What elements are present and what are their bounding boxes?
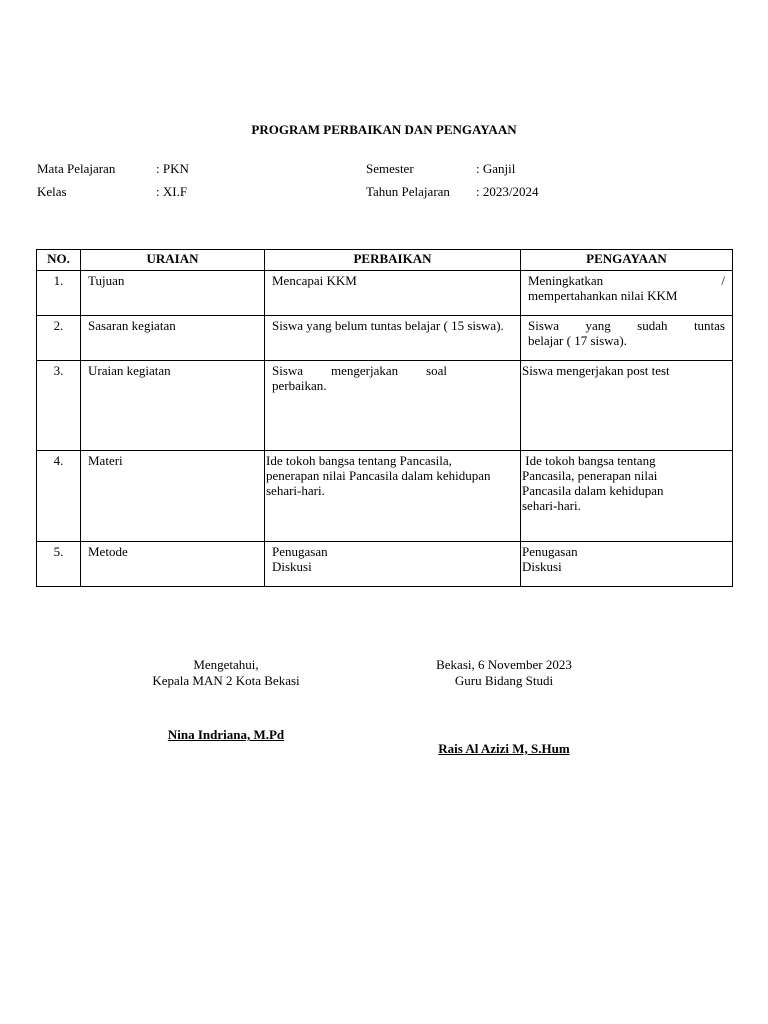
- pengayaan-text-c: mempertahankan nilai KKM: [528, 288, 678, 303]
- pengayaan-text-b: Diskusi: [522, 559, 562, 574]
- signature-right-name: Rais Al Azizi M, S.Hum: [438, 741, 570, 756]
- row-pengayaan: [521, 271, 733, 316]
- perbaikan-text-b: Diskusi: [272, 559, 312, 574]
- pengayaan-text-b: /: [721, 273, 725, 288]
- mapel-value: : PKN: [156, 161, 189, 176]
- table-row: [37, 271, 733, 316]
- signature-left: [120, 657, 332, 689]
- kelas-label: Kelas: [37, 184, 67, 199]
- row-no: 3.: [37, 361, 81, 451]
- header-uraian: URAIAN: [81, 250, 265, 271]
- row-no: 1.: [37, 271, 81, 316]
- row-uraian: Sasaran kegiatan: [81, 316, 265, 361]
- row-pengayaan: Siswa mengerjakan post test: [521, 361, 733, 451]
- row-uraian: Metode: [81, 542, 265, 587]
- perbaikan-text-b: perbaikan.: [272, 378, 327, 393]
- perbaikan-text: Ide tokoh bangsa tentang Pancasila, penerapan nilai Pancasila dalam kehidupan sehari-hari.: [266, 453, 491, 498]
- kelas-value: : XI.F: [156, 184, 188, 199]
- row-uraian: Tujuan: [81, 271, 265, 316]
- row-perbaikan: Siswa yang belum tuntas belajar ( 15 siswa).: [265, 316, 521, 361]
- semester-label: Semester: [366, 161, 414, 176]
- table-row: [37, 316, 733, 361]
- row-no: 4.: [37, 451, 81, 542]
- tahun-value: : 2023/2024: [476, 184, 539, 199]
- row-pengayaan: [521, 316, 733, 361]
- mapel-label: Mata Pelajaran: [37, 161, 116, 176]
- row-pengayaan: [521, 542, 733, 587]
- pengayaan-text-a: Meningkatkan: [528, 273, 604, 288]
- pengayaan-text-b: belajar ( 17 siswa).: [528, 333, 627, 348]
- pengayaan-text: Ide tokoh bangsa tentang Pancasila, penerapan nilai Pancasila dalam kehidupan sehari-hari.: [522, 453, 667, 513]
- semester-value: : Ganjil: [476, 161, 516, 176]
- row-perbaikan: [265, 542, 521, 587]
- document-title: PROGRAM PERBAIKAN DAN PENGAYAAN: [251, 122, 517, 137]
- table-row: [37, 451, 733, 542]
- signature-right: [398, 657, 610, 689]
- table-row: [37, 361, 733, 451]
- table-header-row: [37, 250, 733, 271]
- tahun-label: Tahun Pelajaran: [366, 184, 450, 199]
- signature-left-line2: Kepala MAN 2 Kota Bekasi: [152, 673, 300, 688]
- header-pengayaan: PENGAYAAN: [521, 250, 733, 271]
- signature-right-line1: Bekasi, 6 November 2023: [436, 657, 572, 672]
- table-row: [37, 542, 733, 587]
- signature-right-line2: Guru Bidang Studi: [454, 673, 554, 688]
- row-pengayaan: [521, 451, 733, 542]
- signature-left-name: Nina Indriana, M.Pd: [167, 727, 285, 742]
- perbaikan-text-a: Penugasan: [272, 544, 328, 559]
- perbaikan-text-a: Siswa mengerjakan soal: [272, 363, 447, 378]
- header-no: NO.: [37, 250, 81, 271]
- row-no: 2.: [37, 316, 81, 361]
- header-perbaikan: PERBAIKAN: [265, 250, 521, 271]
- row-uraian: Materi: [81, 451, 265, 542]
- pengayaan-text-a: Penugasan: [522, 544, 578, 559]
- row-perbaikan: [265, 451, 521, 542]
- program-table: [36, 249, 733, 587]
- row-perbaikan: [265, 361, 521, 451]
- pengayaan-text-a: Siswa yang sudah tuntas: [528, 318, 725, 333]
- signature-left-line1: Mengetahui,: [193, 657, 259, 672]
- row-perbaikan: Mencapai KKM: [265, 271, 521, 316]
- row-uraian: Uraian kegiatan: [81, 361, 265, 451]
- row-no: 5.: [37, 542, 81, 587]
